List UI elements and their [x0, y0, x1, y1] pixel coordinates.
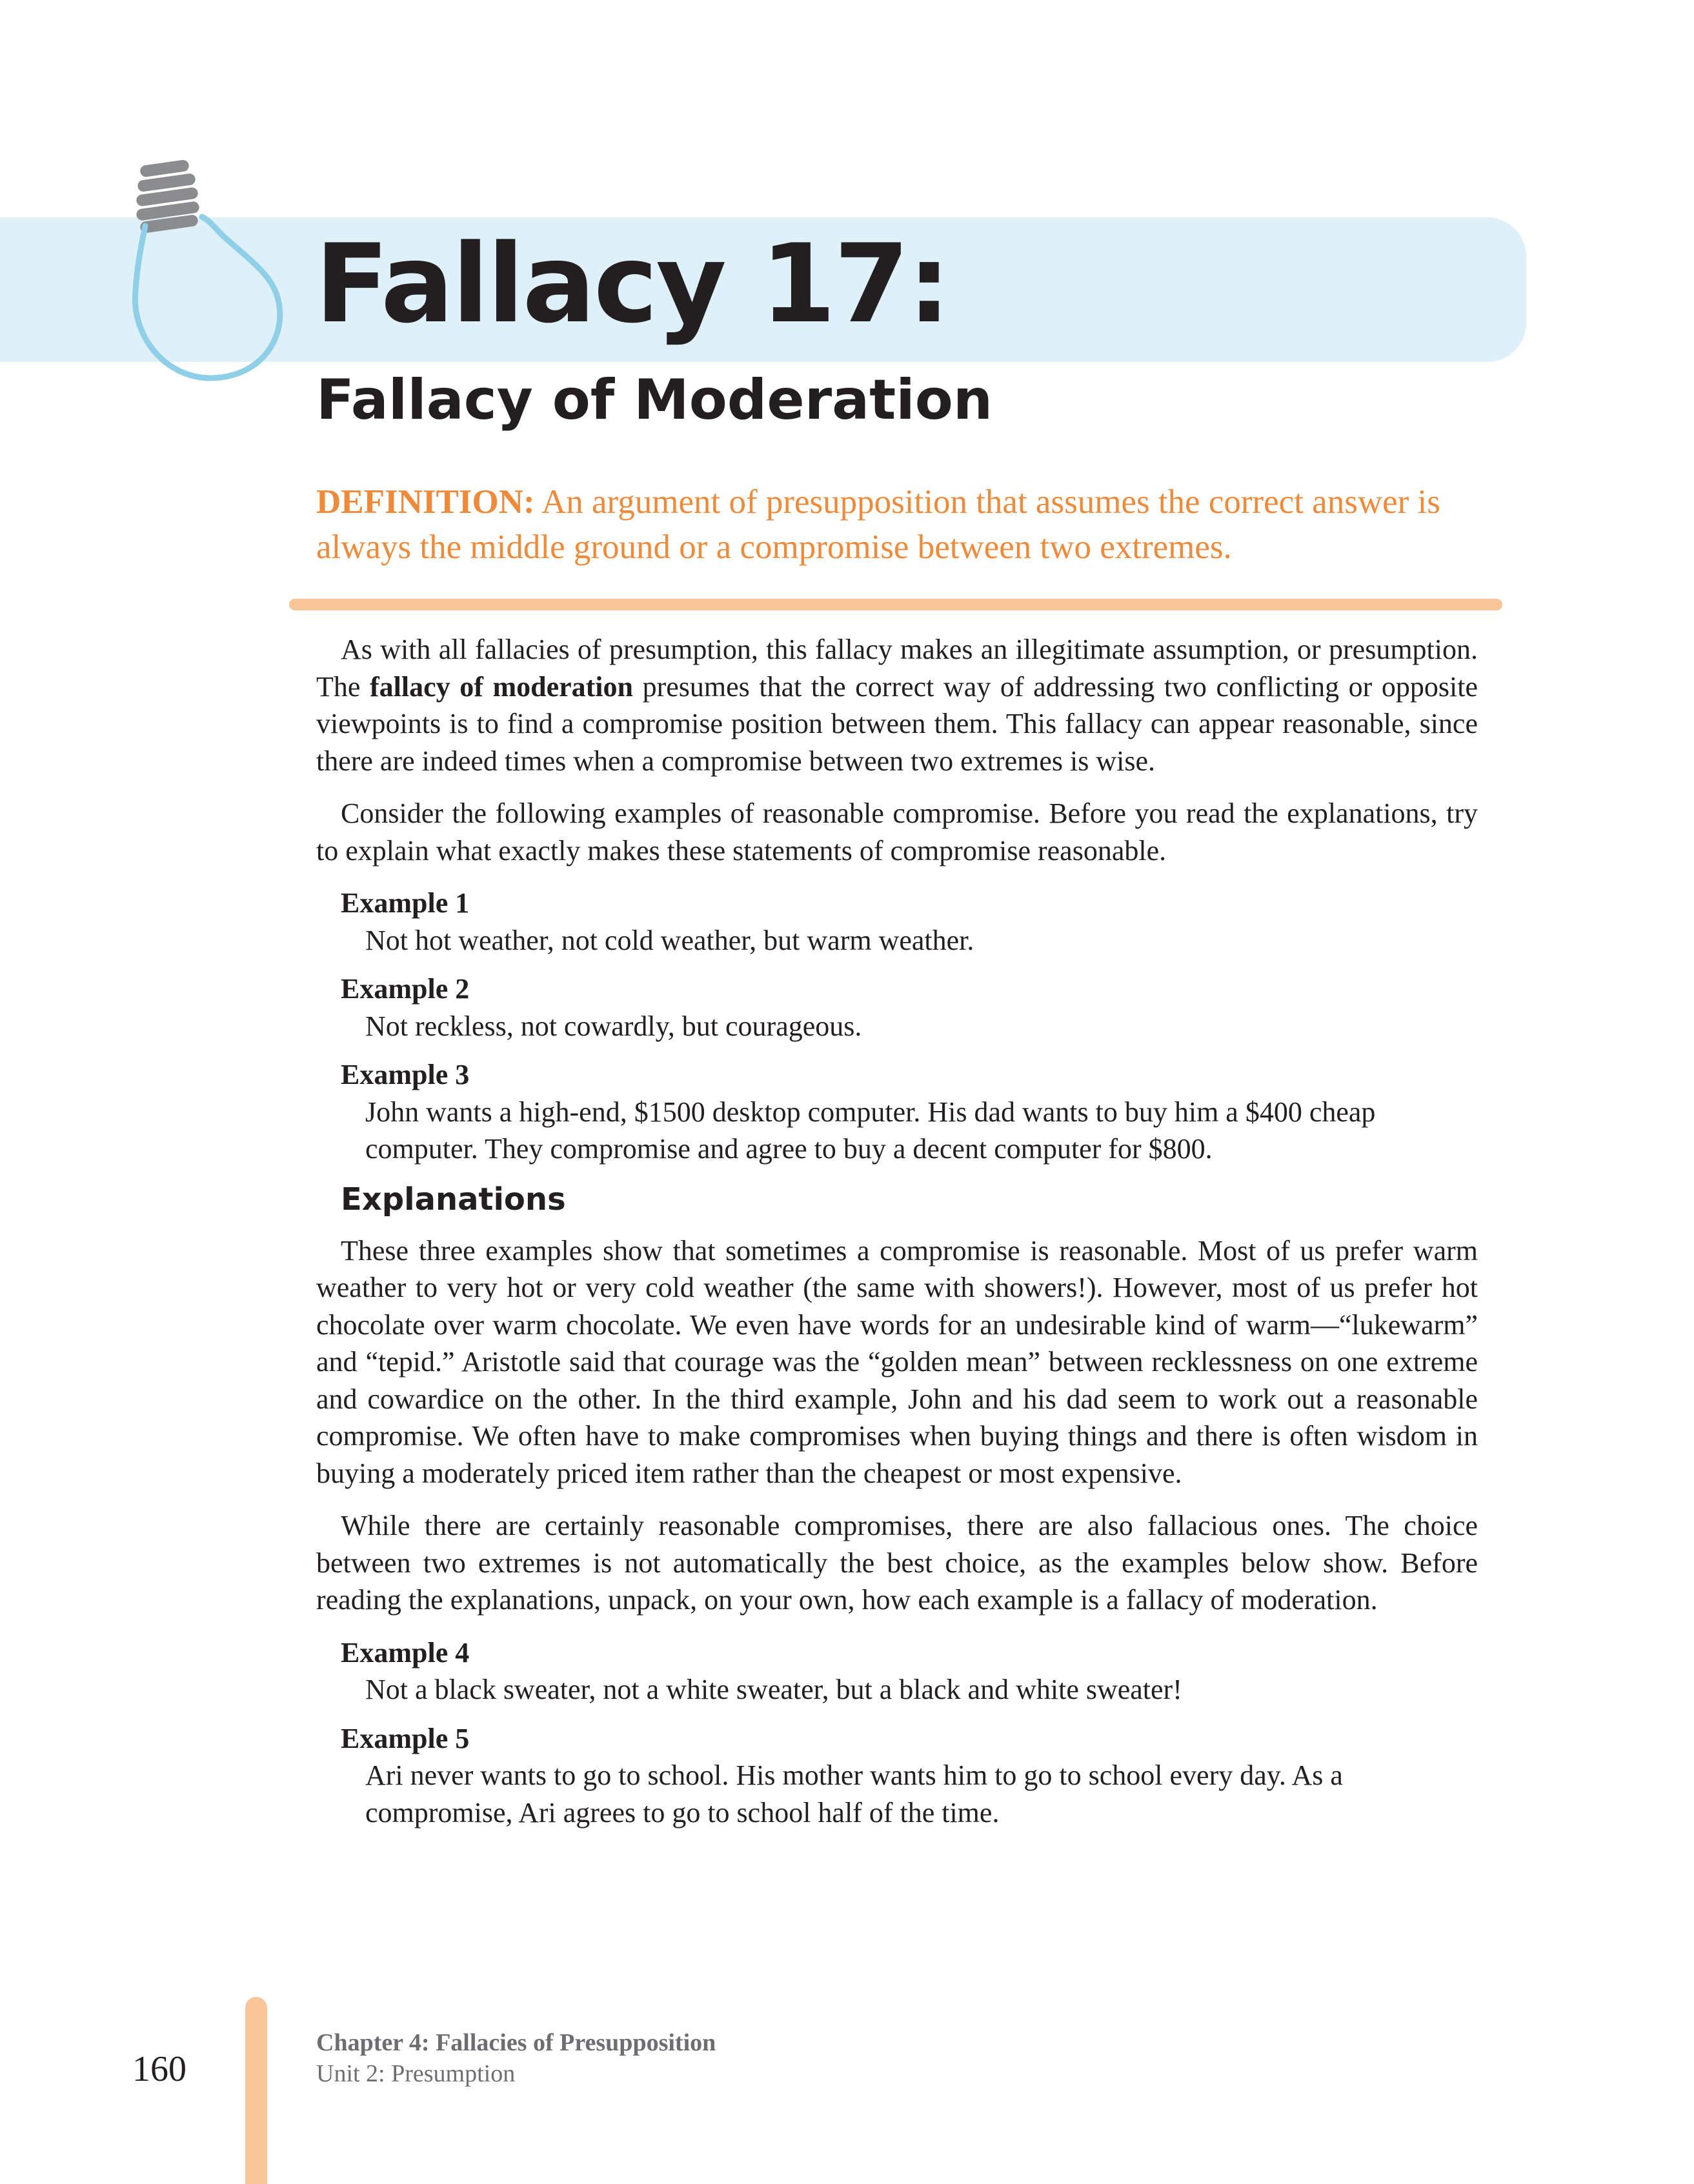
section-heading: Explanations: [341, 1181, 566, 1217]
example-title: Example 3: [341, 1059, 470, 1090]
page-number: 160: [132, 2049, 187, 2089]
example-item: [341, 970, 1478, 1045]
paragraph: These three examples show that sometimes a compromise is reasonable. Most of us prefer warm weather to very hot or very cold weather (the same with showers!). However, most of us prefer hot chocolate over warm chocolate. We even have words for an undesirable kind of warm—“lukewarm” and “tepid.” Aristotle said that courage was the “golden mean” between recklessness on one extreme and cowardice on the other. In the third example, John and his dad seem to work out a reasonable compromise. We often have to make compromises when buying things and there is often wisdom in buying a moderately priced item rather than the cheapest or most expensive.: [316, 1234, 1478, 1489]
example-title: Example 2: [341, 973, 470, 1005]
intro-paragraph: [316, 631, 1478, 779]
footer-chapter: Chapter 4: Fallacies of Presupposition: [316, 2029, 716, 2056]
lightbulb-icon: [126, 148, 294, 394]
example-item: [341, 885, 1478, 959]
example-text: Ari never wants to go to school. His mother wants him to go to school every day. As a compromise, Ari agrees to go to school half of the time.: [365, 1759, 1343, 1828]
key-term: fallacy of moderation: [370, 670, 633, 703]
paragraph: While there are certainly reasonable compromises, there are also fallacious ones. The choice between two extremes is not automatically the best choice, as the examples below show. Before reading the explanations, unpack, on your own, how each example is a fallacy of moderation.: [316, 1510, 1478, 1616]
definition-text: An argument of presupposition that assumes the correct answer is always the middle ground or a compromise between two extremes.: [316, 483, 1440, 566]
divider: [289, 599, 1502, 610]
example-text: Not hot weather, not cold weather, but warm weather.: [365, 924, 974, 956]
example-title: Example 4: [341, 1636, 470, 1668]
body-content: [316, 631, 1478, 1843]
intro-text-end: presumes that the correct way of addressing two conflicting or opposite viewpoints is to find a compromise position between them. This fallacy can appear reasonable, since there are indeed times when a compromise between two extremes is wise.: [316, 670, 1478, 777]
intro-text-start: As with all fallacies of presumption, this fallacy makes an illegitimate assumption, or presumption. The: [316, 634, 1478, 703]
footer-unit: Unit 2: Presumption: [316, 2060, 516, 2087]
example-item: [341, 1056, 1478, 1168]
definition-label: DEFINITION:: [316, 483, 535, 521]
page-title: Fallacy 17:: [315, 221, 949, 347]
page-subtitle: Fallacy of Moderation: [316, 368, 993, 432]
definition: [316, 479, 1497, 570]
paragraph: Consider the following examples of reasonable compromise. Before you read the explanations, try to explain what exactly makes these statements of compromise reasonable.: [316, 797, 1478, 867]
example-item: [341, 1634, 1478, 1708]
example-item: [341, 1720, 1478, 1832]
example-text: Not reckless, not cowardly, but courageous.: [365, 1010, 862, 1042]
example-text: Not a black sweater, not a white sweater, but a black and white sweater!: [365, 1674, 1182, 1705]
example-text: John wants a high-end, $1500 desktop computer. His dad wants to buy him a $400 cheap computer. They compromise and agree to buy a decent computer for $800.: [365, 1096, 1376, 1165]
example-title: Example 1: [341, 887, 470, 919]
example-title: Example 5: [341, 1722, 470, 1754]
footer-accent-bar: [245, 1997, 267, 2184]
